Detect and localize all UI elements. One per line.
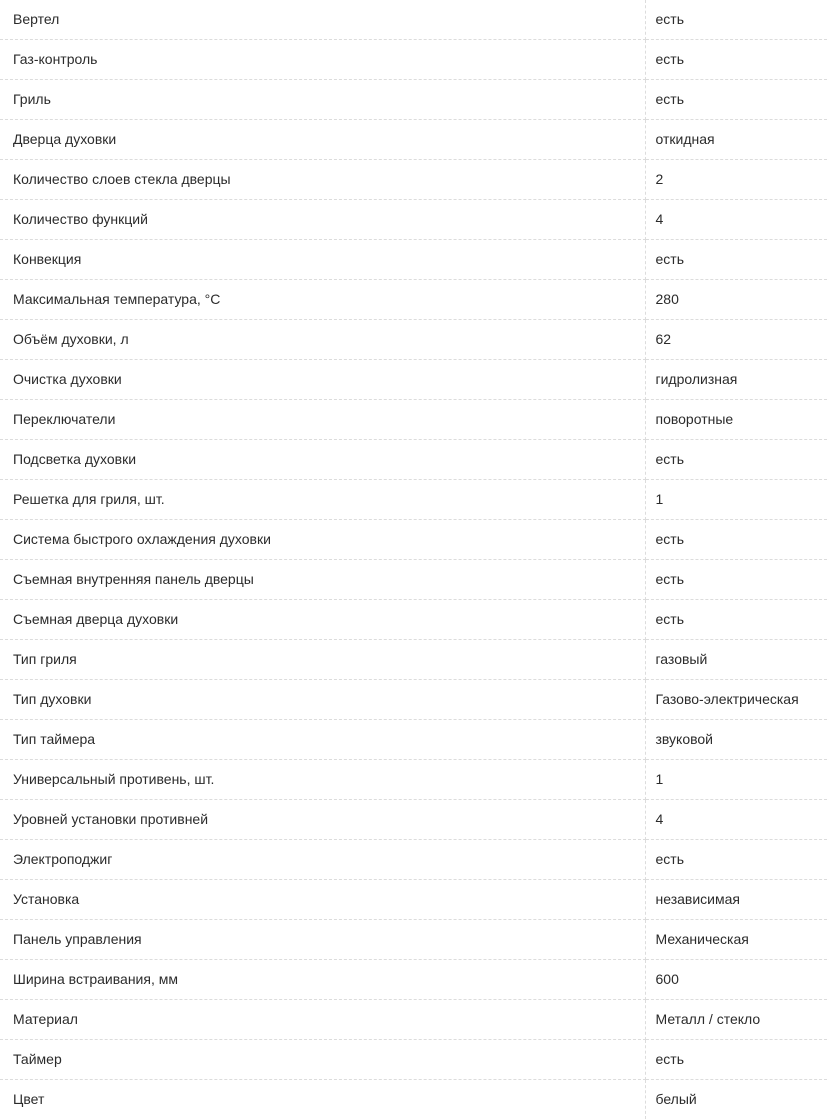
spec-value: 280	[645, 280, 827, 320]
spec-value: Механическая	[645, 920, 827, 960]
table-row	[0, 200, 827, 240]
spec-name: Объём духовки, л	[0, 320, 645, 360]
spec-name: Система быстрого охлаждения духовки	[0, 520, 645, 560]
spec-value: 1	[645, 480, 827, 520]
spec-name: Съемная дверца духовки	[0, 600, 645, 640]
table-row	[0, 360, 827, 400]
spec-value: звуковой	[645, 720, 827, 760]
table-row	[0, 560, 827, 600]
table-row	[0, 0, 827, 40]
spec-value: независимая	[645, 880, 827, 920]
spec-value: есть	[645, 840, 827, 880]
spec-value: газовый	[645, 640, 827, 680]
table-row	[0, 40, 827, 80]
table-row	[0, 160, 827, 200]
spec-name: Переключатели	[0, 400, 645, 440]
spec-name: Вертел	[0, 0, 645, 40]
spec-value: есть	[645, 1040, 827, 1080]
spec-value: 2	[645, 160, 827, 200]
table-row	[0, 520, 827, 560]
spec-name: Тип таймера	[0, 720, 645, 760]
table-row	[0, 320, 827, 360]
table-row	[0, 1040, 827, 1080]
table-row	[0, 480, 827, 520]
spec-value: белый	[645, 1080, 827, 1119]
table-row	[0, 800, 827, 840]
spec-name: Универсальный противень, шт.	[0, 760, 645, 800]
spec-name: Количество функций	[0, 200, 645, 240]
table-row	[0, 80, 827, 120]
table-row	[0, 880, 827, 920]
table-row	[0, 600, 827, 640]
table-row	[0, 920, 827, 960]
spec-name: Тип гриля	[0, 640, 645, 680]
spec-name: Максимальная температура, °C	[0, 280, 645, 320]
spec-name: Количество слоев стекла дверцы	[0, 160, 645, 200]
spec-value: 1	[645, 760, 827, 800]
spec-name: Дверца духовки	[0, 120, 645, 160]
spec-name: Газ-контроль	[0, 40, 645, 80]
table-row	[0, 400, 827, 440]
spec-value: 4	[645, 800, 827, 840]
spec-value: Газово-электрическая	[645, 680, 827, 720]
table-row	[0, 840, 827, 880]
spec-name: Цвет	[0, 1080, 645, 1119]
spec-name: Решетка для гриля, шт.	[0, 480, 645, 520]
spec-value: есть	[645, 440, 827, 480]
spec-value: Металл / стекло	[645, 1000, 827, 1040]
spec-name: Таймер	[0, 1040, 645, 1080]
table-row	[0, 720, 827, 760]
spec-value: есть	[645, 520, 827, 560]
spec-name: Очистка духовки	[0, 360, 645, 400]
spec-value: есть	[645, 560, 827, 600]
table-row	[0, 440, 827, 480]
table-row	[0, 640, 827, 680]
spec-name: Конвекция	[0, 240, 645, 280]
table-row	[0, 1000, 827, 1040]
spec-value: есть	[645, 40, 827, 80]
table-row	[0, 280, 827, 320]
spec-name: Уровней установки противней	[0, 800, 645, 840]
spec-value: есть	[645, 0, 827, 40]
table-row	[0, 680, 827, 720]
spec-value: есть	[645, 600, 827, 640]
spec-name: Гриль	[0, 80, 645, 120]
spec-name: Панель управления	[0, 920, 645, 960]
spec-value: поворотные	[645, 400, 827, 440]
spec-name: Подсветка духовки	[0, 440, 645, 480]
table-row	[0, 120, 827, 160]
spec-value: 62	[645, 320, 827, 360]
spec-name: Установка	[0, 880, 645, 920]
table-row	[0, 760, 827, 800]
spec-value: гидролизная	[645, 360, 827, 400]
spec-name: Материал	[0, 1000, 645, 1040]
spec-value: откидная	[645, 120, 827, 160]
table-row	[0, 240, 827, 280]
spec-value: 600	[645, 960, 827, 1000]
spec-value: есть	[645, 240, 827, 280]
spec-name: Ширина встраивания, мм	[0, 960, 645, 1000]
spec-name: Электроподжиг	[0, 840, 645, 880]
table-row	[0, 960, 827, 1000]
spec-value: 4	[645, 200, 827, 240]
spec-name: Съемная внутренняя панель дверцы	[0, 560, 645, 600]
spec-value: есть	[645, 80, 827, 120]
spec-name: Тип духовки	[0, 680, 645, 720]
table-row	[0, 1080, 827, 1119]
